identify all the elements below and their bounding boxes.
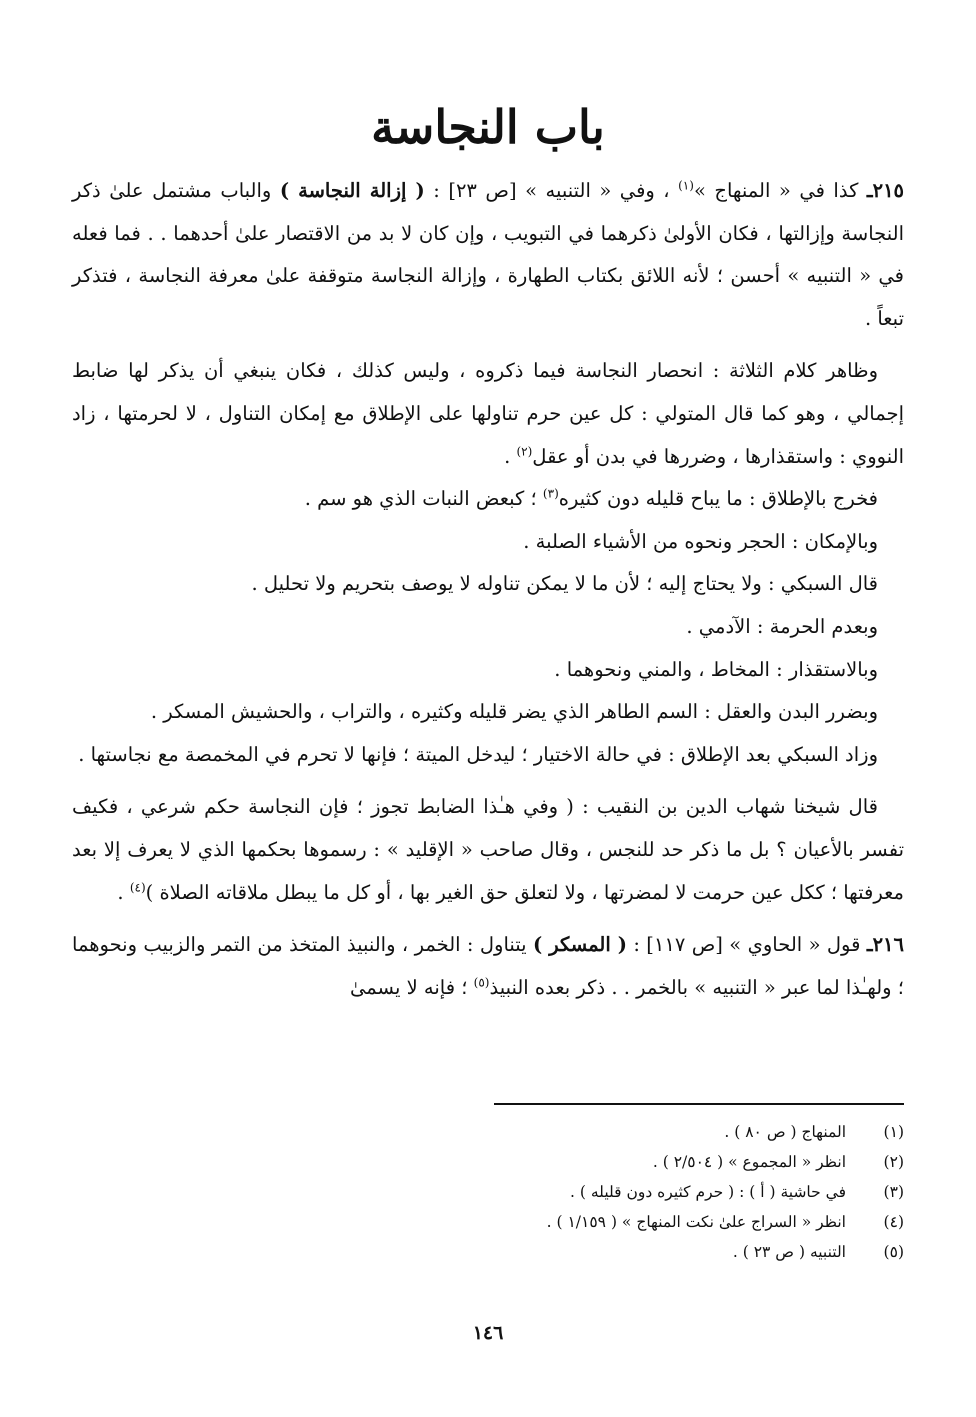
footnote-text: انظر « المجموع » ( ٢/٥٠٤ ) . <box>652 1153 846 1171</box>
main-text <box>72 170 904 1009</box>
chapter-title: باب النجاسة <box>371 100 605 154</box>
text-run: وظاهر كلام الثلاثة : انحصار النجاسة فيما ذكروه ، وليس كذلك ، فكان ينبغي أن يذكر لها ضابط إجمالي ، وهو كما قال المتولي : كل عين حرم تناولها على الإطلاق مع إمكان التناول ، لا لحرمتها ، زاد النووي : واستقذارها ، وضررها في بدن أو عقل <box>72 359 904 468</box>
footnote <box>72 1117 904 1147</box>
footnote-ref[interactable]: (٣) <box>542 486 559 501</box>
footnote <box>72 1237 904 1267</box>
paragraph: وبالاستقذار : المخاط ، والمني ونحوهما . <box>554 657 878 681</box>
paragraph: قال السبكي : ولا يحتاج إليه ؛ لأن ما لا يمكن تناوله لا يوصف بتحريم ولا تحليل . <box>251 572 878 596</box>
text-run: ؛ كبعض النبات الذي هو سم . <box>304 487 543 511</box>
text-run: قال شيخنا شهاب الدين بن النقيب : ( وفي هـٰذا الضابط تجوز ؛ فإن النجاسة حكم شرعي ، فكيف تفسر بالأعيان ؟ بل ما ذكر حد للنجس ، وقال صاحب « الإقليد » : رسموها بحكمها الذي لا يعرف إلا بعد معرفتها ؛ ككل عين حرمت لا لمضرتها ، ولا لتعلق حق الغير بها ، أو كل ما يبطل ملاقاته الصلاة ) <box>72 795 904 904</box>
text-run: فخرج بالإطلاق : ما يباح قليله دون كثيره <box>558 487 878 511</box>
text-run: . <box>504 444 517 468</box>
text-run: يتناول : الخمر ، والنبيذ المتخذ من التمر والزبيب ونحوهما ؛ ولهـٰذا لما عبر « التنبيه » بالخمر . . ذكر بعده النبيذ <box>72 933 904 999</box>
footnote-ref[interactable]: (١) <box>678 178 694 193</box>
paragraph <box>72 350 904 478</box>
footnote-number: (٢) <box>883 1153 904 1171</box>
paragraph <box>72 478 904 521</box>
text-run: قول « الحاوي » [ص ١١٧] : <box>626 933 861 957</box>
paragraph: وبضرر البدن والعقل : السم الطاهر الذي يضر قليله وكثيره ، والتراب ، والحشيش المسكر . <box>150 700 878 724</box>
page-number: ١٤٦ <box>472 1322 504 1344</box>
entry-number: ٢١٦ـ <box>866 933 904 957</box>
text-run: ؛ فإنه لا يسمىٰ <box>350 975 474 999</box>
text-run: ، وفي « التنبيه » [ص ٢٣] : <box>424 179 679 202</box>
footnote-text: التنبيه ( ص ٢٣ ) . <box>732 1243 846 1261</box>
footnote-divider <box>494 1103 904 1105</box>
quoted-term: ( المسكر ) <box>533 933 627 957</box>
paragraph: وبعدم الحرمة : الآدمي . <box>686 614 878 638</box>
footnotes <box>72 1117 904 1267</box>
footnote-number: (١) <box>883 1123 904 1141</box>
footnote-ref[interactable]: (٤) <box>129 880 146 894</box>
text-run: كذا في « المنهاج » <box>693 179 859 202</box>
paragraph-216 <box>72 924 904 1009</box>
footnote <box>72 1207 904 1237</box>
footnote <box>72 1147 904 1177</box>
entry-number: ٢١٥ـ <box>866 179 905 202</box>
footnote <box>72 1177 904 1207</box>
paragraph: وبالإمكان : الحجر ونحوه من الأشياء الصلبة . <box>523 529 878 553</box>
footnote-number: (٣) <box>883 1183 904 1201</box>
paragraph <box>72 786 904 914</box>
paragraph: وزاد السبكي بعد الإطلاق : في حالة الاختيار ؛ ليدخل الميتة ؛ فإنها لا تحرم في المخمصة مع نجاستها . <box>78 742 878 766</box>
paragraph-215 <box>72 170 904 340</box>
footnote-text: في حاشية ( أ ) : ( حرم كثيره دون قليله ) . <box>570 1183 846 1201</box>
footnote-text: المنهاج ( ص ٨٠ ) . <box>724 1123 846 1141</box>
footnote-number: (٥) <box>883 1243 904 1261</box>
text-run: . <box>117 880 130 904</box>
footnote-number: (٤) <box>883 1213 904 1231</box>
footnote-ref[interactable]: (٥) <box>473 975 490 990</box>
quoted-term: ( إزالة النجاسة ) <box>279 179 425 202</box>
footnote-text: انظر « السراج علىٰ نكت المنهاج » ( ١/١٥٩ ) . <box>546 1213 846 1231</box>
text-run: والباب مشتمل علىٰ ذكر النجاسة وإزالتها ، فكان الأولىٰ ذكرهما في التبويب ، وإن كان لا بد من الاقتصار علىٰ أحدهما . . فما فعله في « التنبيه » أحسن ؛ لأنه اللائق بكتاب الطهارة ، وإزالة النجاسة متوقفة علىٰ معرفة النجاسة ، فتذكر تبعاً . <box>72 179 904 330</box>
footnote-ref[interactable]: (٢) <box>516 444 533 459</box>
